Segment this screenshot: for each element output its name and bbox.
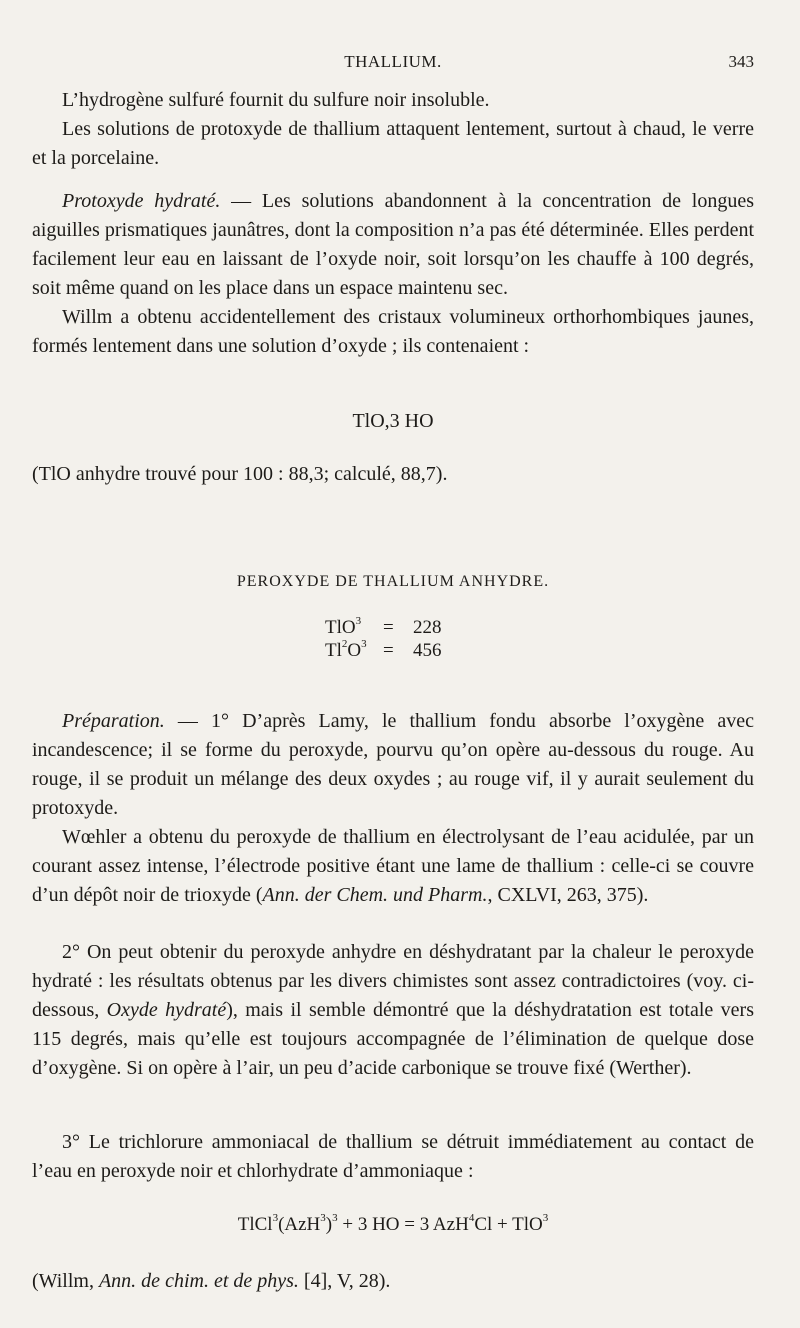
preparation-title: Préparation. (62, 710, 165, 732)
preparation-block-3 (32, 1128, 754, 1186)
intro-block (32, 86, 754, 173)
page-number: 343 (728, 52, 754, 71)
citation-block (32, 1267, 754, 1296)
trichlorure-equation: $TlCl^3(AzH^3)^3 + 3$ HO = 3 AzH$^4$Cl + TlO$^3$ (237, 1211, 549, 1235)
preparation-paragraph-1 (32, 707, 754, 823)
preparation-paragraph-2: Wœhler a obtenu du peroxyde de thallium en électrolysant de l’eau acidulée, par un courant assez intense, l’électrode positive étant une lame de thallium : celle-ci se couvre d’un dépôt noir de trioxyde (Ann. der Chem. und Pharm., CXLVI, 263, 375). (32, 826, 754, 906)
intro-line-1: L’hydrogène sulfuré fournit du sulfure noir insoluble. (62, 89, 490, 111)
preparation-block-1 (32, 707, 754, 910)
protoxyde-paragraph-1 (32, 187, 754, 303)
protoxyde-result: (TlO anhydre trouvé pour 100 : 88,3; calculé, 88,7). (32, 463, 448, 485)
protoxyde-formula: TlO,3 HO (352, 410, 434, 432)
page-header (32, 52, 754, 78)
wohler-reference: Ann. der Chem. und Pharm. (262, 884, 488, 906)
formula-1-eq: = (383, 617, 394, 638)
protoxyde-result-block (32, 460, 754, 489)
formula-1-rhs: 228 (413, 617, 442, 638)
protoxyde-title: Protoxyde hydraté. (62, 190, 221, 212)
formula-1-lhs: TlO$^3$ (325, 614, 362, 638)
preparation-paragraph-3: 2° On peut obtenir du peroxyde anhydre en déshydratant par la chaleur le peroxyde hydraté : les résultats obtenus par les divers chimistes sont assez contradictoires (voy. ci-dessous, Oxyde hydraté), mais il semble démontré que la déshydratation est totale vers 115 degrés, mais qu’elle est toujours accompagnée de l’élimination de quelque dose d’oxygène. Si on opère à l’air, un peu d’acide carbonique se trouve fixé (Werther). (32, 941, 754, 1079)
peroxyde-heading: PEROXYDE DE THALLIUM ANHYDRE. (236, 573, 550, 590)
protoxyde-paragraph-2: Willm a obtenu accidentellement des cristaux volumineux orthorhombiques jaunes, formés lentement dans une solution d’oxyde ; ils contenaient : (32, 306, 754, 357)
formula-2-lhs: $Tl^2O^3$ (325, 637, 367, 661)
preparation-block-2 (32, 938, 754, 1083)
oxyde-hydrate-reference: Oxyde hydraté (106, 999, 227, 1021)
running-title: THALLIUM. (344, 52, 442, 71)
willm-journal: Ann. de chim. et de phys. (98, 1270, 299, 1292)
preparation-paragraph-4: 3° Le trichlorure ammoniacal de thallium se détruit immédiatement au contact de l’eau en peroxyde noir et chlorhydrate d’ammoniaque : (32, 1131, 754, 1182)
preparation-text-1: — 1° D’après Lamy, le thallium fondu absorbe l’oxygène avec incandescence; il se forme du peroxyde, pourvu qu’on opère au-dessous du rouge. Au rouge, il se produit un mélange des deux oxydes ; au rouge vif, il y aurait seulement du protoxyde. (32, 710, 754, 819)
willm-citation: (Willm, Ann. de chim. et de phys. [4], V, 28). (32, 1270, 391, 1292)
protoxyde-hydrate-section (32, 187, 754, 361)
protoxyde-text-1: — Les solutions abandonnent à la concentration de longues aiguilles prismatiques jaunâtres, dont la composition n’a pas été déterminée. Elles perdent facilement leur eau en laissant de l’oxyde noir, soit lorsqu’on les chauffe à 100 degrés, soit même quand on les place dans un espace maintenu sec. (32, 190, 755, 299)
formula-2-eq: = (383, 640, 394, 661)
formula-2-rhs: 456 (413, 640, 442, 661)
intro-line-2: Les solutions de protoxyde de thallium attaquent lentement, surtout à chaud, le verre et la porcelaine. (32, 118, 754, 169)
